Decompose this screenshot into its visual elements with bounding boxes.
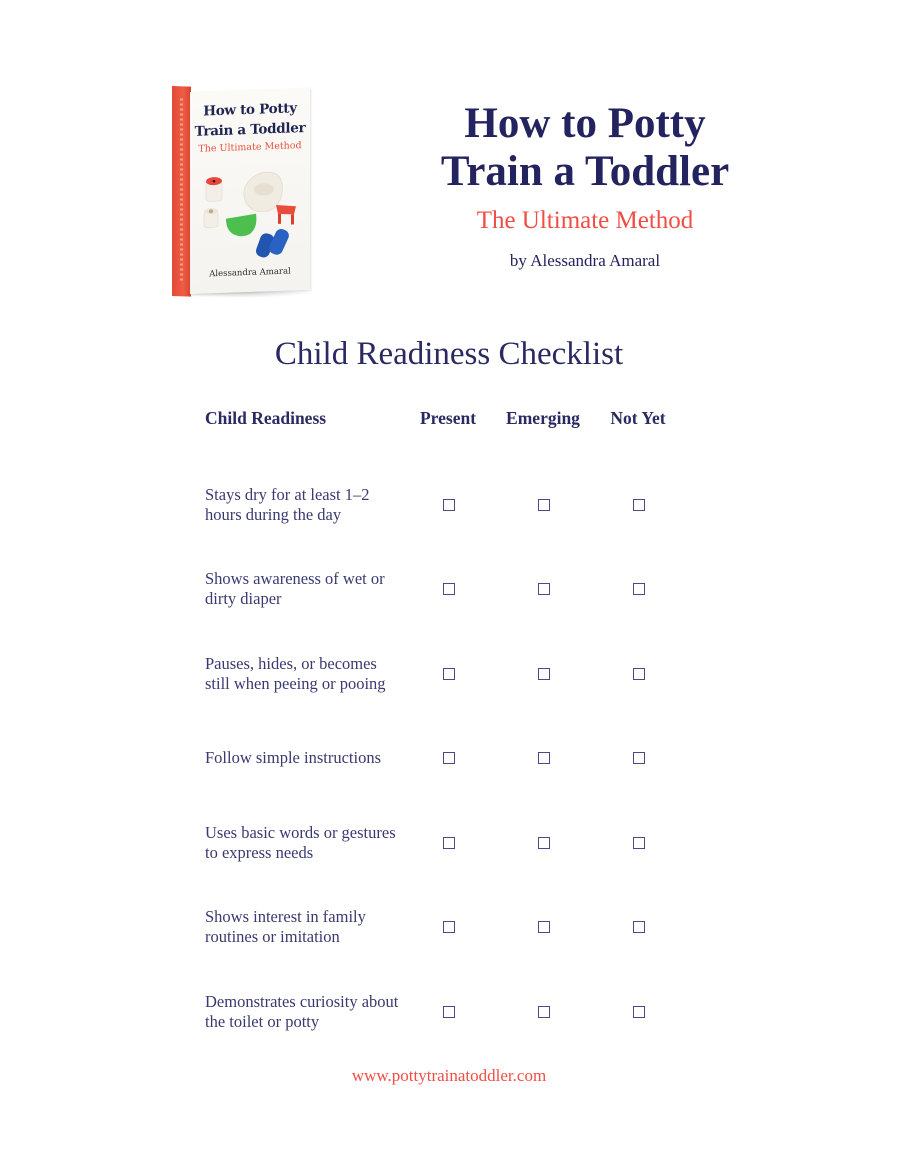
checklist-title: Child Readiness Checklist [274, 336, 624, 372]
checkbox-emerging[interactable] [538, 921, 550, 933]
cover-subtitle: The Ultimate Method [198, 140, 302, 155]
checkbox-emerging[interactable] [538, 837, 550, 849]
page-title [420, 100, 750, 196]
row-label: Uses basic words or gestures to express needs [205, 823, 396, 862]
checkbox-not-yet[interactable] [633, 1006, 645, 1018]
checkbox-emerging[interactable] [538, 752, 550, 764]
checkbox-present[interactable] [443, 583, 455, 595]
potty-items-illustration [198, 166, 306, 262]
table-row [0, 821, 898, 865]
cover-title-line-1: How to Potty [203, 100, 297, 120]
checkbox-present[interactable] [443, 499, 455, 511]
book-cover-image [160, 86, 312, 298]
checkbox-present[interactable] [443, 668, 455, 680]
checkbox-present[interactable] [443, 837, 455, 849]
table-row [0, 652, 898, 696]
page-title-line-2: Train a Toddler [440, 148, 730, 195]
cover-title [190, 98, 310, 142]
checkbox-not-yet[interactable] [633, 837, 645, 849]
column-header-not-yet: Not Yet [610, 408, 666, 428]
checkbox-emerging[interactable] [538, 583, 550, 595]
cover-author: Alessandra Amaral [209, 266, 291, 280]
checkbox-present[interactable] [443, 1006, 455, 1018]
table-row [0, 905, 898, 949]
row-label: Shows awareness of wet or dirty diaper [205, 569, 385, 608]
checkbox-not-yet[interactable] [633, 583, 645, 595]
spine-text [180, 98, 183, 283]
website-link[interactable]: www.pottytrainatoddler.com [351, 1066, 547, 1085]
checkbox-not-yet[interactable] [633, 752, 645, 764]
column-header-child-readiness: Child Readiness [205, 408, 327, 428]
author-byline: by Alessandra Amaral [509, 251, 661, 270]
book-spine [172, 86, 191, 297]
cover-title-line-2: Train a Toddler [194, 119, 306, 140]
checkbox-emerging[interactable] [538, 499, 550, 511]
book-front-cover [190, 88, 310, 294]
column-header-emerging: Emerging [506, 408, 580, 428]
table-row [0, 736, 898, 780]
row-label: Stays dry for at least 1–2 hours during the day [205, 485, 370, 524]
checkbox-not-yet[interactable] [633, 921, 645, 933]
row-label: Shows interest in family routines or imitation [205, 907, 366, 946]
table-row [0, 483, 898, 527]
row-label: Demonstrates curiosity about the toilet or potty [205, 992, 399, 1031]
checkbox-not-yet[interactable] [633, 499, 645, 511]
row-label: Pauses, hides, or becomes still when peeing or pooing [205, 654, 386, 693]
page-subtitle: The Ultimate Method [476, 207, 694, 234]
checkbox-emerging[interactable] [538, 1006, 550, 1018]
checkbox-present[interactable] [443, 752, 455, 764]
table-row [0, 567, 898, 611]
column-header-present: Present [419, 408, 477, 428]
table-row [0, 990, 898, 1034]
checkbox-present[interactable] [443, 921, 455, 933]
page-title-line-1: How to Potty [464, 100, 706, 147]
row-label: Follow simple instructions [205, 748, 382, 767]
checkbox-emerging[interactable] [538, 668, 550, 680]
checkbox-not-yet[interactable] [633, 668, 645, 680]
